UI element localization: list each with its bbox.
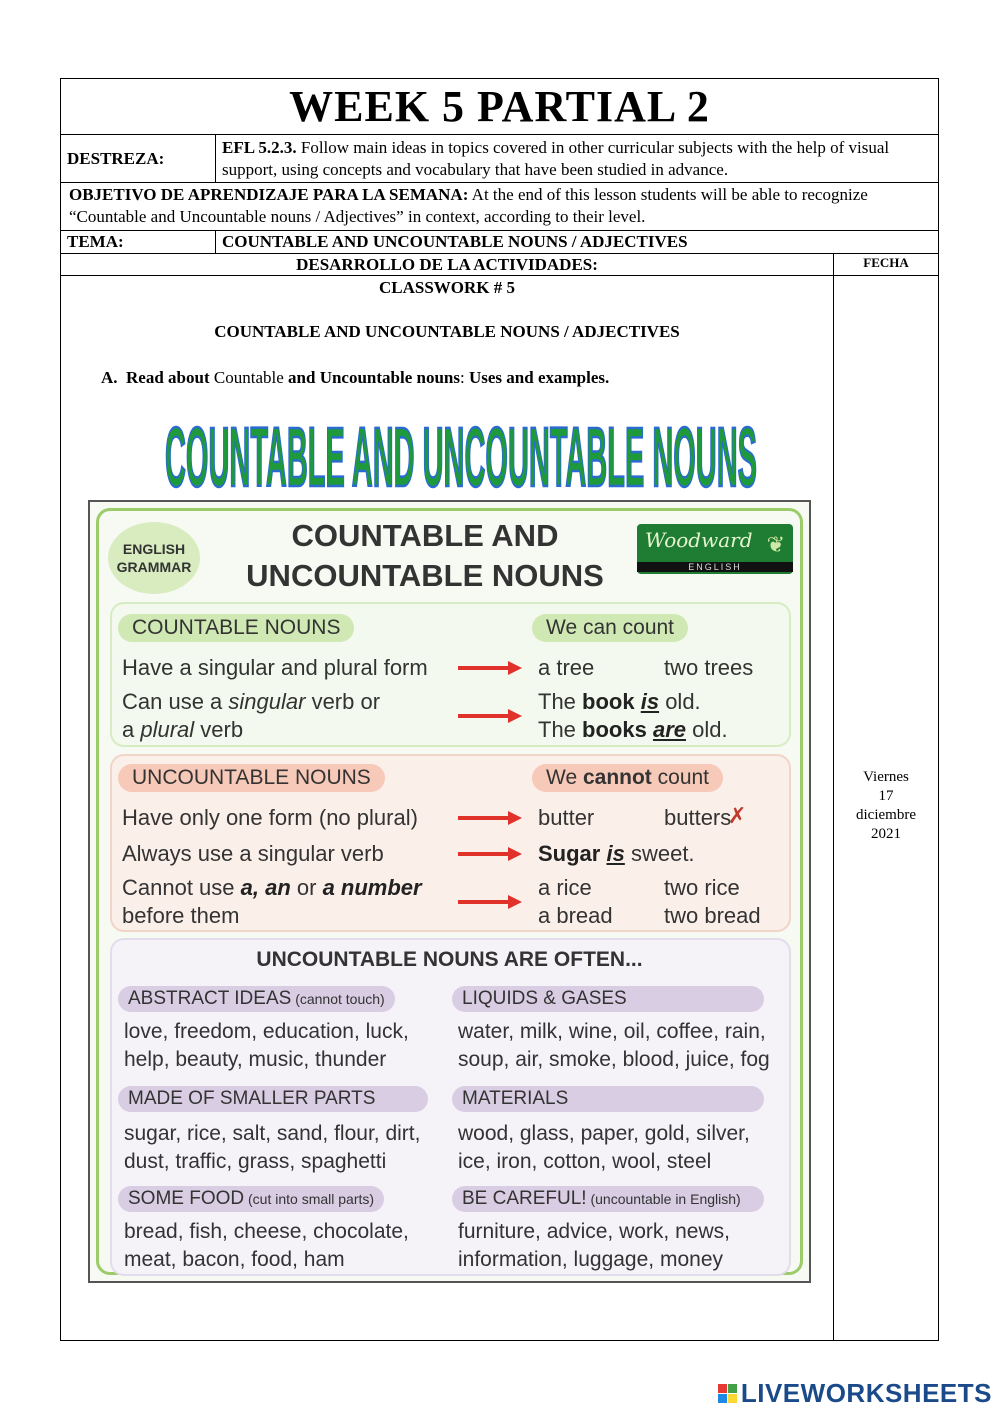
instruction-part3: and Uncountable nouns: [288, 368, 460, 387]
cat6-note: (uncountable in English): [586, 1191, 741, 1207]
countable-rule2-line1: [122, 688, 380, 716]
cat1-line2: help, beauty, music, thunder: [124, 1048, 387, 1071]
summary-post: count: [651, 766, 710, 789]
woodward-logo: [637, 524, 793, 574]
often-title: UNCOUNTABLE NOUNS ARE OFTEN...: [256, 948, 643, 971]
rule3-c: or: [290, 875, 323, 900]
cat-abstract-label: [118, 986, 395, 1012]
desarrollo-row: [61, 254, 938, 276]
worksheet-table: [60, 78, 939, 1341]
cat-liquids-label: LIQUIDS & GASES: [452, 986, 764, 1012]
ex2-post: sweet.: [624, 841, 695, 866]
page-title: WEEK 5 PARTIAL 2: [289, 82, 710, 131]
instruction: [101, 368, 609, 388]
cat4-line2: ice, iron, cotton, wool, steel: [458, 1150, 712, 1173]
fecha-month: diciembre: [856, 807, 916, 823]
cat-materials-label: MATERIALS: [452, 1086, 764, 1112]
uncountable-ex3d: two bread: [664, 903, 761, 928]
uncountable-rule1: Have only one form (no plural): [122, 805, 418, 830]
activity-cell: [61, 276, 834, 1340]
fecha-label: FECHA: [863, 255, 909, 270]
fecha-date: [834, 768, 938, 844]
liveworksheets-logo[interactable]: [718, 1378, 992, 1408]
badge-line2: GRAMMAR: [116, 559, 192, 575]
arrow-right-icon: [458, 660, 522, 676]
title-row: [61, 79, 938, 135]
rule2-line2a: a: [122, 717, 141, 742]
objetivo-row: [61, 183, 938, 231]
arrow-right-icon: [458, 810, 522, 826]
ex2b-post: old.: [686, 717, 728, 742]
logo-brand: Woodward: [645, 528, 753, 552]
heading-line1: COUNTABLE AND: [291, 518, 559, 553]
countable-rule1: Have a singular and plural form: [122, 655, 428, 680]
infographic-image: [88, 500, 811, 1283]
cat-careful-label: [452, 1186, 764, 1212]
cat2-line2: soup, air, smoke, blood, juice, fog: [458, 1048, 770, 1071]
instruction-part1: Read about: [126, 368, 210, 387]
cat6-line2: information, luggage, money: [458, 1248, 723, 1271]
ex2-noun: Sugar: [538, 841, 601, 866]
rule3-a: Cannot use: [122, 875, 241, 900]
badge-line1: ENGLISH: [122, 541, 186, 557]
cross-icon: ✗: [728, 803, 747, 828]
uncountable-summary: [532, 764, 723, 792]
destreza-content: [216, 135, 938, 182]
ex2a-post: old.: [659, 689, 701, 714]
arrow-right-icon: [458, 846, 522, 862]
classwork-subtitle: COUNTABLE AND UNCOUNTABLE NOUNS / ADJECTIVES: [214, 322, 680, 341]
rule3-d: a number: [322, 875, 422, 900]
arrow-right-icon: [458, 708, 522, 724]
cat2-line1: water, milk, wine, oil, coffee, rain,: [458, 1020, 766, 1043]
cat5-label: SOME FOOD: [128, 1188, 245, 1209]
arrow-right-icon: [458, 894, 522, 910]
banner-wordart: [161, 404, 761, 500]
countable-rule2-line2: [122, 716, 243, 744]
cat4-line1: wood, glass, paper, gold, silver,: [458, 1122, 750, 1145]
uncountable-label: UNCOUNTABLE NOUNS: [118, 764, 385, 792]
destreza-code: EFL 5.2.3.: [222, 138, 297, 157]
uncountable-ex2: [538, 840, 695, 868]
objetivo-text: At the end of this lesson students will be able to recognize “Countable and Uncountable nouns / Adjectives” in context, according to their level.: [69, 185, 868, 226]
objetivo-label: OBJETIVO DE APRENDIZAJE PARA LA SEMANA:: [69, 185, 469, 204]
banner-text: COUNTABLE AND UNCOUNTABLE NOUNS: [165, 410, 757, 500]
english-grammar-badge: [108, 522, 200, 594]
rule2-line1b: singular: [228, 689, 306, 714]
ex2b-verb: are: [652, 717, 686, 742]
classwork-title: CLASSWORK # 5: [378, 278, 516, 297]
tema-label: TEMA:: [61, 231, 216, 253]
tema-row: [61, 231, 938, 254]
cat5-note: (cut into small parts): [244, 1191, 375, 1207]
cat3-line1: sugar, rice, salt, sand, flour, dirt,: [124, 1122, 421, 1145]
rule2-line1c: verb or: [305, 689, 381, 714]
desarrollo-label: DESARROLLO DE LA ACTIVIDADES:: [61, 254, 834, 275]
ex2b-pre: The: [538, 717, 583, 742]
countable-ex2b: [538, 716, 728, 744]
ex2a-noun: book: [582, 689, 635, 714]
fern-icon: ❦: [766, 532, 785, 557]
uncountable-ex3b: two rice: [664, 875, 740, 900]
cat1-label: ABSTRACT IDEAS: [128, 988, 292, 1009]
countable-ex1b: two trees: [664, 655, 754, 680]
ex2a-pre: The: [538, 689, 583, 714]
uncountable-rule2: Always use a singular verb: [122, 841, 384, 866]
countable-ex1a: a tree: [538, 655, 595, 680]
activity-row: [61, 276, 938, 1340]
cat5-line1: bread, fish, cheese, chocolate,: [124, 1220, 409, 1243]
ex2b-noun: books: [582, 717, 647, 742]
rule3-b: a, an: [240, 875, 291, 900]
fecha-year: 2021: [871, 826, 901, 842]
destreza-label: DESTREZA:: [61, 135, 216, 182]
countable-label: COUNTABLE NOUNS: [118, 614, 354, 642]
cat5-line2: meat, bacon, food, ham: [124, 1248, 345, 1271]
liveworksheets-brand: LIVEWORKSHEETS: [740, 1377, 992, 1408]
cat3-line2: dust, traffic, grass, spaghetti: [124, 1150, 387, 1173]
cat-food-label: [118, 1186, 384, 1212]
fecha-day-number: 17: [878, 788, 894, 804]
cat1-line1: love, freedom, education, luck,: [124, 1020, 409, 1043]
uncountable-ex1a: butter: [538, 805, 595, 830]
countable-ex2a: [538, 688, 701, 716]
rule2-line2b: plural: [140, 717, 195, 742]
rule2-line2c: verb: [194, 717, 244, 742]
liveworksheets-icon: [718, 1384, 737, 1403]
destreza-text: Follow main ideas in topics covered in other curricular subjects with the help of visual support, using concepts and vocabulary that have been studied in advance.: [222, 138, 890, 179]
cat-smaller-parts-label: MADE OF SMALLER PARTS: [118, 1086, 428, 1112]
logo-sub: ENGLISH: [637, 562, 793, 572]
heading-line2: UNCOUNTABLE NOUNS: [246, 558, 604, 593]
cat1-note: (cannot touch): [291, 991, 385, 1007]
uncountable-rule3-line2: before them: [122, 903, 240, 928]
rule2-line1a: Can use a: [122, 689, 229, 714]
infographic-heading: [220, 516, 630, 596]
instruction-part2: Countable: [209, 368, 289, 387]
destreza-row: [61, 135, 938, 183]
cat6-line1: furniture, advice, work, news,: [458, 1220, 730, 1243]
fecha-cell: [834, 276, 938, 1340]
uncountable-rule3-line1: [122, 874, 422, 902]
fecha-day-name: Viernes: [863, 769, 909, 785]
uncountable-ex3c: a bread: [538, 903, 613, 928]
tema-content: COUNTABLE AND UNCOUNTABLE NOUNS / ADJECTIVES: [222, 232, 688, 251]
cat6-label: BE CAREFUL!: [462, 1188, 587, 1209]
instruction-letter: A.: [101, 368, 118, 387]
ex2-verb: is: [606, 841, 625, 866]
summary-bold: cannot: [582, 766, 652, 789]
ex2a-verb: is: [640, 689, 660, 714]
summary-pre: We: [546, 766, 583, 789]
uncountable-ex3a: a rice: [538, 875, 592, 900]
countable-summary: We can count: [532, 614, 688, 642]
instruction-part4: :: [460, 368, 469, 387]
uncountable-ex1b: butters: [664, 805, 732, 830]
instruction-part5: Uses and examples.: [468, 368, 610, 387]
